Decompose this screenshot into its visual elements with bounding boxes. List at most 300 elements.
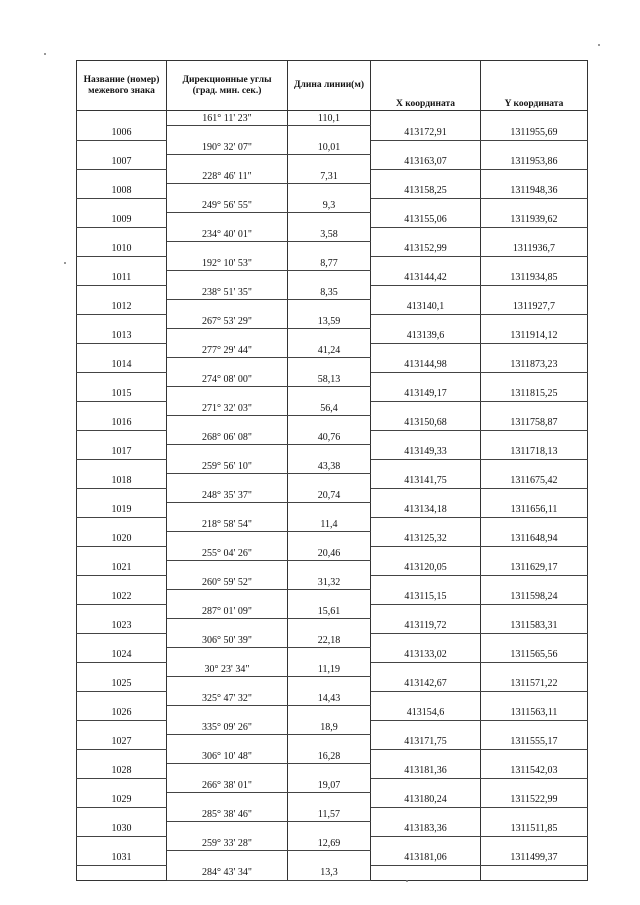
empty-cell [77,807,167,822]
header-y-coordinate: Y координата [481,61,588,111]
empty-cell [371,140,481,155]
line-length-cell: 15,61 [288,604,371,619]
line-length-cell: 10,01 [288,140,371,155]
empty-cell [167,126,288,141]
empty-cell [481,517,588,532]
y-coordinate-cell: 1311934,85 [481,271,588,286]
y-coordinate-cell: 1311758,87 [481,416,588,431]
x-coordinate-cell: 413150,68 [371,416,481,431]
x-coordinate-cell: 413139,6 [371,329,481,344]
empty-cell [288,184,371,199]
segment-row [77,807,588,822]
empty-cell [288,735,371,750]
empty-cell [288,445,371,460]
line-length-cell: 18,9 [288,720,371,735]
direction-angle-cell: 284° 43' 34" [167,865,288,880]
scan-speck [64,262,66,264]
empty-cell [77,836,167,851]
table-row [77,590,588,605]
segment-row [77,517,588,532]
empty-cell [288,474,371,489]
header-direction-angle: Дирекционные углы (град. мин. сек.) [167,61,288,111]
empty-cell [371,430,481,445]
table-row [77,822,588,837]
mark-name-cell: 1028 [77,764,167,779]
segment-row [77,865,588,880]
mark-name-cell: 1012 [77,300,167,315]
empty-cell [77,691,167,706]
empty-cell [77,314,167,329]
segment-row [77,778,588,793]
table-row [77,329,588,344]
line-length-cell: 41,24 [288,343,371,358]
table-row [77,416,588,431]
empty-cell [77,517,167,532]
empty-cell [481,430,588,445]
empty-cell [288,416,371,431]
mark-name-cell: 1030 [77,822,167,837]
line-length-cell: 11,19 [288,662,371,677]
line-length-cell: 20,74 [288,488,371,503]
line-length-cell: 58,13 [288,372,371,387]
y-coordinate-cell: 1311499,37 [481,851,588,866]
empty-cell [371,633,481,648]
empty-cell [167,561,288,576]
empty-cell [167,242,288,257]
y-coordinate-cell: 1311542,03 [481,764,588,779]
y-coordinate-cell: 1311571,22 [481,677,588,692]
y-coordinate-cell: 1311815,25 [481,387,588,402]
x-coordinate-cell: 413172,91 [371,126,481,141]
mark-name-cell: 1010 [77,242,167,257]
empty-cell [481,314,588,329]
y-coordinate-cell: 1311927,7 [481,300,588,315]
mark-name-cell: 1029 [77,793,167,808]
x-coordinate-cell: 413149,33 [371,445,481,460]
scan-speck [406,880,408,882]
empty-cell [167,648,288,663]
empty-cell [481,720,588,735]
segment-row [77,140,588,155]
empty-cell [167,271,288,286]
header-row [77,61,588,111]
segment-row [77,488,588,503]
line-length-cell: 12,69 [288,836,371,851]
empty-cell [481,111,588,126]
empty-cell [288,329,371,344]
empty-cell [167,474,288,489]
table-row [77,445,588,460]
empty-cell [288,561,371,576]
empty-cell [481,488,588,503]
segment-row [77,430,588,445]
direction-angle-cell: 255° 04' 26" [167,546,288,561]
table-row [77,706,588,721]
empty-cell [167,590,288,605]
line-length-cell: 40,76 [288,430,371,445]
segment-row [77,633,588,648]
x-coordinate-cell: 413180,24 [371,793,481,808]
segment-row [77,256,588,271]
mark-name-cell: 1025 [77,677,167,692]
line-length-cell: 8,77 [288,256,371,271]
empty-cell [371,749,481,764]
header-line-length: Длина линии(м) [288,61,371,111]
direction-angle-cell: 287° 01' 09" [167,604,288,619]
empty-cell [371,372,481,387]
empty-cell [167,213,288,228]
direction-angle-cell: 259° 56' 10" [167,459,288,474]
empty-cell [288,793,371,808]
y-coordinate-cell: 1311563,11 [481,706,588,721]
empty-cell [288,532,371,547]
empty-cell [167,793,288,808]
empty-cell [167,155,288,170]
scan-speck [598,44,600,46]
empty-cell [371,169,481,184]
direction-angle-cell: 248° 35' 37" [167,488,288,503]
empty-cell [481,459,588,474]
empty-cell [77,546,167,561]
mark-name-cell: 1009 [77,213,167,228]
direction-angle-cell: 274° 08' 00" [167,372,288,387]
y-coordinate-cell: 1311511,85 [481,822,588,837]
table-row [77,619,588,634]
mark-name-cell: 1014 [77,358,167,373]
segment-row [77,314,588,329]
empty-cell [371,314,481,329]
empty-cell [167,677,288,692]
empty-cell [288,242,371,257]
table-row [77,561,588,576]
x-coordinate-cell: 413158,25 [371,184,481,199]
table-row [77,677,588,692]
x-coordinate-cell: 413142,67 [371,677,481,692]
empty-cell [481,227,588,242]
mark-name-cell: 1020 [77,532,167,547]
mark-name-cell: 1011 [77,271,167,286]
x-coordinate-cell: 413154,6 [371,706,481,721]
empty-cell [288,706,371,721]
empty-cell [77,227,167,242]
segment-row [77,285,588,300]
direction-angle-cell: 285° 38' 46" [167,807,288,822]
empty-cell [481,343,588,358]
segment-row [77,836,588,851]
empty-cell [77,720,167,735]
mark-name-cell: 1031 [77,851,167,866]
empty-cell [288,271,371,286]
line-length-cell: 43,38 [288,459,371,474]
segment-row [77,111,588,126]
table-row [77,126,588,141]
line-length-cell: 110,1 [288,111,371,126]
segment-row [77,198,588,213]
table-row [77,648,588,663]
empty-cell [371,836,481,851]
empty-cell [288,213,371,228]
x-coordinate-cell: 413119,72 [371,619,481,634]
empty-cell [371,691,481,706]
empty-cell [481,691,588,706]
mark-name-cell: 1015 [77,387,167,402]
line-length-cell: 7,31 [288,169,371,184]
empty-cell [371,865,481,880]
x-coordinate-cell: 413140,1 [371,300,481,315]
line-length-cell: 19,07 [288,778,371,793]
empty-cell [371,517,481,532]
line-length-cell: 56,4 [288,401,371,416]
segment-row [77,662,588,677]
empty-cell [481,285,588,300]
empty-cell [77,140,167,155]
empty-cell [288,677,371,692]
direction-angle-cell: 266° 38' 01" [167,778,288,793]
empty-cell [167,358,288,373]
segment-row [77,343,588,358]
direction-angle-cell: 161° 11' 23" [167,111,288,126]
empty-cell [371,546,481,561]
y-coordinate-cell: 1311675,42 [481,474,588,489]
empty-cell [371,111,481,126]
direction-angle-cell: 259° 33' 28" [167,836,288,851]
empty-cell [167,706,288,721]
empty-cell [77,778,167,793]
x-coordinate-cell: 413181,36 [371,764,481,779]
direction-angle-cell: 192° 10' 53" [167,256,288,271]
table-row [77,474,588,489]
table-row [77,358,588,373]
segment-row [77,691,588,706]
line-length-cell: 9,3 [288,198,371,213]
empty-cell [481,662,588,677]
table-row [77,851,588,866]
table-row [77,387,588,402]
empty-cell [371,662,481,677]
table-body [77,111,588,881]
empty-cell [371,256,481,271]
empty-cell [371,401,481,416]
y-coordinate-cell: 1311583,31 [481,619,588,634]
empty-cell [288,590,371,605]
empty-cell [167,735,288,750]
line-length-cell: 16,28 [288,749,371,764]
empty-cell [481,633,588,648]
x-coordinate-cell: 413149,17 [371,387,481,402]
x-coordinate-cell: 413144,98 [371,358,481,373]
direction-angle-cell: 228° 46' 11" [167,169,288,184]
empty-cell [371,198,481,213]
table-header [77,61,588,111]
y-coordinate-cell: 1311948,36 [481,184,588,199]
direction-angle-cell: 306° 10' 48" [167,749,288,764]
mark-name-cell: 1026 [77,706,167,721]
y-coordinate-cell: 1311936,7 [481,242,588,257]
segment-row [77,604,588,619]
empty-cell [167,416,288,431]
empty-cell [371,575,481,590]
mark-name-cell: 1024 [77,648,167,663]
empty-cell [288,358,371,373]
mark-name-cell: 1023 [77,619,167,634]
x-coordinate-cell: 413155,06 [371,213,481,228]
empty-cell [371,285,481,300]
mark-name-cell: 1027 [77,735,167,750]
segment-row [77,169,588,184]
empty-cell [77,401,167,416]
empty-cell [481,865,588,880]
segment-row [77,546,588,561]
empty-cell [167,851,288,866]
empty-cell [77,111,167,126]
direction-angle-cell: 306° 50' 39" [167,633,288,648]
x-coordinate-cell: 413125,32 [371,532,481,547]
empty-cell [77,633,167,648]
x-coordinate-cell: 413152,99 [371,242,481,257]
empty-cell [481,778,588,793]
empty-cell [167,503,288,518]
empty-cell [288,387,371,402]
empty-cell [167,822,288,837]
y-coordinate-cell: 1311598,24 [481,590,588,605]
direction-angle-cell: 218° 58' 54" [167,517,288,532]
empty-cell [371,778,481,793]
line-length-cell: 11,4 [288,517,371,532]
empty-cell [167,387,288,402]
table-row [77,242,588,257]
y-coordinate-cell: 1311873,23 [481,358,588,373]
line-length-cell: 22,18 [288,633,371,648]
empty-cell [77,372,167,387]
empty-cell [481,256,588,271]
empty-cell [371,807,481,822]
empty-cell [167,532,288,547]
y-coordinate-cell: 1311555,17 [481,735,588,750]
empty-cell [371,488,481,503]
segment-row [77,575,588,590]
empty-cell [371,604,481,619]
x-coordinate-cell: 413133,02 [371,648,481,663]
x-coordinate-cell: 413134,18 [371,503,481,518]
header-x-coordinate: X координата [371,61,481,111]
empty-cell [77,488,167,503]
segment-row [77,401,588,416]
mark-name-cell: 1006 [77,126,167,141]
empty-cell [167,300,288,315]
empty-cell [77,343,167,358]
x-coordinate-cell: 413163,07 [371,155,481,170]
empty-cell [481,575,588,590]
table-row [77,532,588,547]
segment-row [77,227,588,242]
y-coordinate-cell: 1311718,13 [481,445,588,460]
empty-cell [481,836,588,851]
empty-cell [288,851,371,866]
empty-cell [167,619,288,634]
line-length-cell: 8,35 [288,285,371,300]
empty-cell [371,343,481,358]
empty-cell [288,503,371,518]
line-length-cell: 11,57 [288,807,371,822]
x-coordinate-cell: 413181,06 [371,851,481,866]
direction-angle-cell: 190° 32' 07" [167,140,288,155]
x-coordinate-cell: 413120,05 [371,561,481,576]
empty-cell [167,329,288,344]
table-row [77,735,588,750]
y-coordinate-cell: 1311629,17 [481,561,588,576]
y-coordinate-cell: 1311914,12 [481,329,588,344]
empty-cell [371,227,481,242]
table-row [77,503,588,518]
empty-cell [481,169,588,184]
segment-row [77,720,588,735]
empty-cell [288,764,371,779]
empty-cell [77,198,167,213]
scan-speck [44,53,46,55]
direction-angle-cell: 277° 29' 44" [167,343,288,358]
empty-cell [481,401,588,416]
table-row [77,155,588,170]
x-coordinate-cell: 413141,75 [371,474,481,489]
direction-angle-cell: 30° 23' 34" [167,662,288,677]
segment-row [77,749,588,764]
empty-cell [481,807,588,822]
empty-cell [77,459,167,474]
empty-cell [481,372,588,387]
empty-cell [167,184,288,199]
empty-cell [77,604,167,619]
y-coordinate-cell: 1311648,94 [481,532,588,547]
mark-name-cell: 1019 [77,503,167,518]
direction-angle-cell: 238° 51' 35" [167,285,288,300]
empty-cell [77,749,167,764]
empty-cell [481,198,588,213]
direction-angle-cell: 249° 56' 55" [167,198,288,213]
line-length-cell: 13,59 [288,314,371,329]
empty-cell [481,604,588,619]
empty-cell [77,169,167,184]
direction-angle-cell: 325° 47' 32" [167,691,288,706]
empty-cell [371,459,481,474]
empty-cell [288,155,371,170]
empty-cell [77,285,167,300]
table-row [77,271,588,286]
mark-name-cell: 1018 [77,474,167,489]
x-coordinate-cell: 413115,15 [371,590,481,605]
direction-angle-cell: 234° 40' 01" [167,227,288,242]
table-row [77,793,588,808]
empty-cell [167,445,288,460]
line-length-cell: 13,3 [288,865,371,880]
line-length-cell: 20,46 [288,546,371,561]
y-coordinate-cell: 1311939,62 [481,213,588,228]
x-coordinate-cell: 413171,75 [371,735,481,750]
direction-angle-cell: 260° 59' 52" [167,575,288,590]
empty-cell [371,720,481,735]
x-coordinate-cell: 413183,36 [371,822,481,837]
empty-cell [288,300,371,315]
table-row [77,213,588,228]
table-row [77,300,588,315]
y-coordinate-cell: 1311953,86 [481,155,588,170]
mark-name-cell: 1021 [77,561,167,576]
mark-name-cell: 1013 [77,329,167,344]
y-coordinate-cell: 1311955,69 [481,126,588,141]
empty-cell [481,140,588,155]
direction-angle-cell: 271° 32' 03" [167,401,288,416]
table-row [77,764,588,779]
mark-name-cell: 1017 [77,445,167,460]
